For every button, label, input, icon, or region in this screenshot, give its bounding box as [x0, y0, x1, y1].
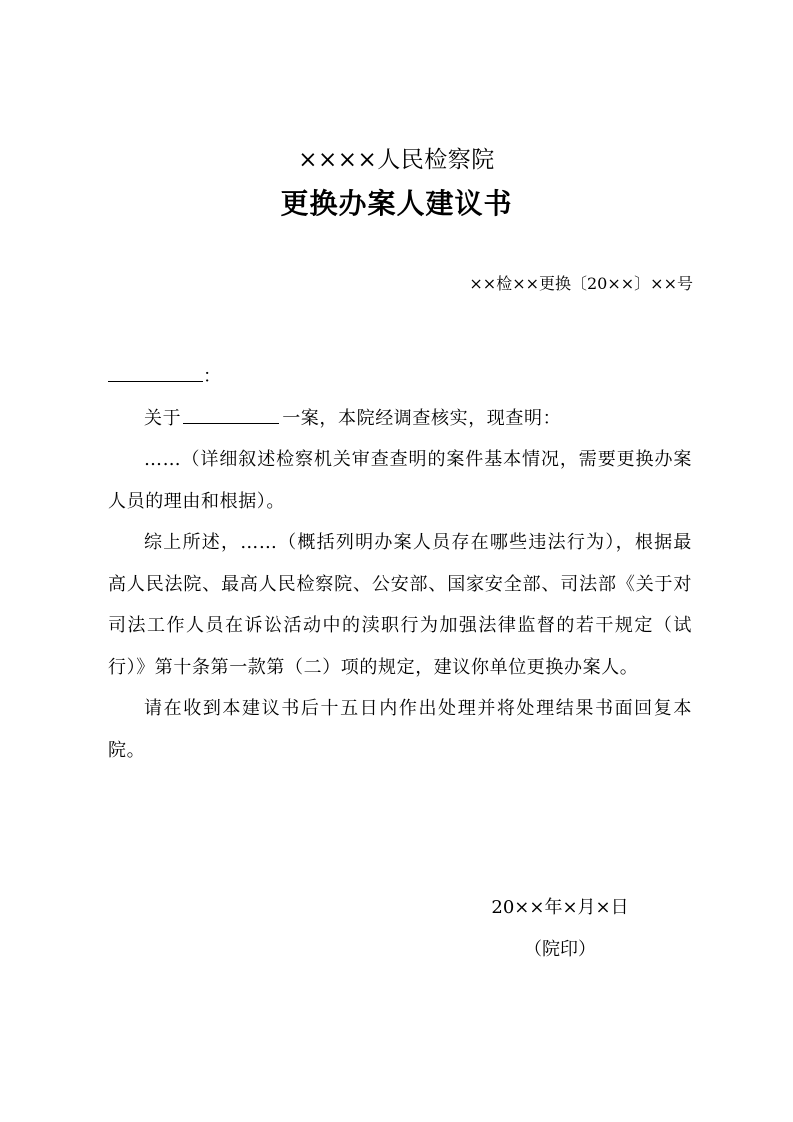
- paragraph-case-intro: [108, 398, 692, 440]
- addressee-blank: [108, 363, 203, 382]
- paragraph-case-details: ……（详细叙述检察机关审查查明的案件基本情况，需要更换办案人员的理由和根据）。: [108, 449, 692, 512]
- organization-name: ××××人民检察院: [298, 147, 495, 173]
- addressee-line: [108, 356, 692, 398]
- document-body: [108, 356, 692, 771]
- document-date: 20××年×月×日: [491, 897, 629, 918]
- case-intro-suffix: 一案，本院经调查核实，现查明：: [282, 407, 562, 429]
- case-name-blank: [183, 405, 279, 424]
- case-intro-prefix: 关于: [144, 407, 182, 429]
- paragraph-conclusion: 综上所述，……（概括列明办案人员存在哪些违法行为），根据最高人民法院、最高人民检察院、公安部、国家安全部、司法部《关于对司法工作人员在诉讼活动中的渎职行为加强法律监督的若干规定（试行）》第十条第一款第（二）项的规定，建议你单位更换办案人。: [108, 532, 692, 678]
- paragraph-request: 请在收到本建议书后十五日内作出处理并将处理结果书面回复本院。: [108, 698, 692, 761]
- document-number: ××检××更换〔20××〕××号: [469, 274, 693, 293]
- seal-placeholder: （院印）: [524, 939, 596, 960]
- document-title: 更换办案人建议书: [280, 187, 513, 220]
- addressee-colon: ：: [203, 366, 222, 387]
